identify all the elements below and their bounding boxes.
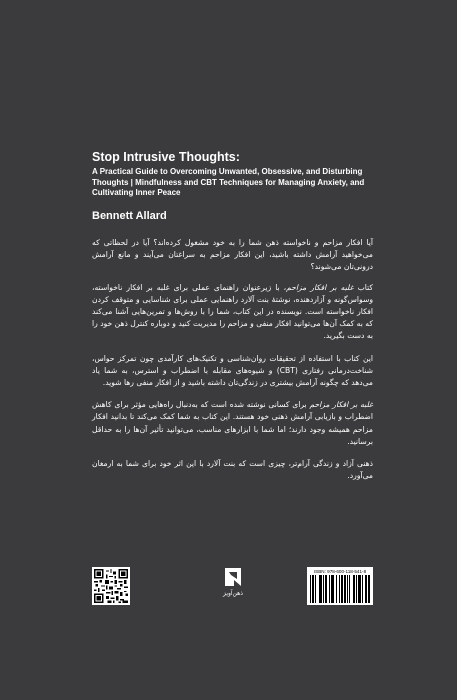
publisher-logo-icon xyxy=(219,566,247,604)
publisher-name: ذهن‌آویز xyxy=(223,590,243,597)
blurb-paragraph-2 xyxy=(92,282,373,343)
qr-code-graphic xyxy=(94,569,128,603)
book-title-italic-2: غلبه بر افکار مزاحم xyxy=(309,400,373,410)
isbn-text: ISBN: 978-600-118-541-8 xyxy=(313,569,367,574)
blurb-text xyxy=(92,237,373,492)
barcode-bars xyxy=(310,575,370,603)
qr-code-icon[interactable] xyxy=(92,567,130,605)
blurb-paragraph-3: این کتاب با استفاده از تحقیقات روان‌شناسی و تکنیک‌های کارآمدی چون تمرکز حواس، شناخت‌درمانی رفتاری (CBT) و شیوه‌های مقابله با اضطراب و استرس، به شما یاد می‌دهد که چگونه آرامش بیشتری در زندگی‌تان داشته باشید و از افکار منفی رها شوید. xyxy=(92,353,373,388)
english-title: Stop Intrusive Thoughts: xyxy=(92,150,240,164)
author-name: Bennett Allard xyxy=(92,210,167,222)
blurb-paragraph-1: آیا افکار مزاحم و ناخواسته ذهن شما را به خود مشغول کرده‌اند؟ آیا در لحظاتی که می‌خواهید آرامش داشته باشید، این افکار مزاحم به سراغتان می‌آیند و مانع آرامش درونی‌تان می‌شوند؟ xyxy=(92,238,373,272)
publisher-logo-graphic xyxy=(223,566,243,588)
blurb-p2-lead: کتاب xyxy=(357,282,373,292)
barcode-icon xyxy=(307,567,373,605)
book-title-italic: غلبه بر افکار مزاحم xyxy=(286,282,354,292)
barcode-bar xyxy=(368,575,369,603)
blurb-p4-rest: برای کسانی نوشته شده است که به‌دنبال راه‌هایی مؤثر برای کاهش اضطراب و بازیابی آرامش ذهنی خود هستند. این کتاب به شما کمک می‌کند تا بدانید افکار مزاحم همیشه وجود دارند؛ اما شما با ابزارهای مناسب، می‌توانید تأثیر آن‌ها را به حداقل برسانید. xyxy=(92,400,373,446)
blurb-paragraph-4 xyxy=(92,399,373,448)
blurb-paragraph-5: ذهنی آزاد و زندگی آرام‌تر، چیزی است که بنت آلارد با این اثر خود برای شما به ارمغان می‌آورد. xyxy=(92,459,373,481)
english-subtitle: A Practical Guide to Overcoming Unwanted, Obsessive, and Disturbing Thoughts | Mindfulness and CBT Techniques for Managing Anxiety, and Cultivating Inner Peace xyxy=(92,167,365,198)
blurb-p2-rest: ، با زیرعنوان راهنمای عملی برای غلبه بر افکار ناخواسته، وسواس‌گونه و آزاردهنده، نوشتهٔ بنت آلارد راهنمایی عملی برای شناسایی و متوقف کردن افکار ناخواسته است. نویسنده در این کتاب، شما را با روش‌ها و تمرین‌هایی آشنا می‌کند که به کمک آن‌ها می‌توانید افکار منفی و مزاحم را مدیریت کنید و دوباره کنترل ذهن خود را به دست بگیرید. xyxy=(92,282,373,341)
